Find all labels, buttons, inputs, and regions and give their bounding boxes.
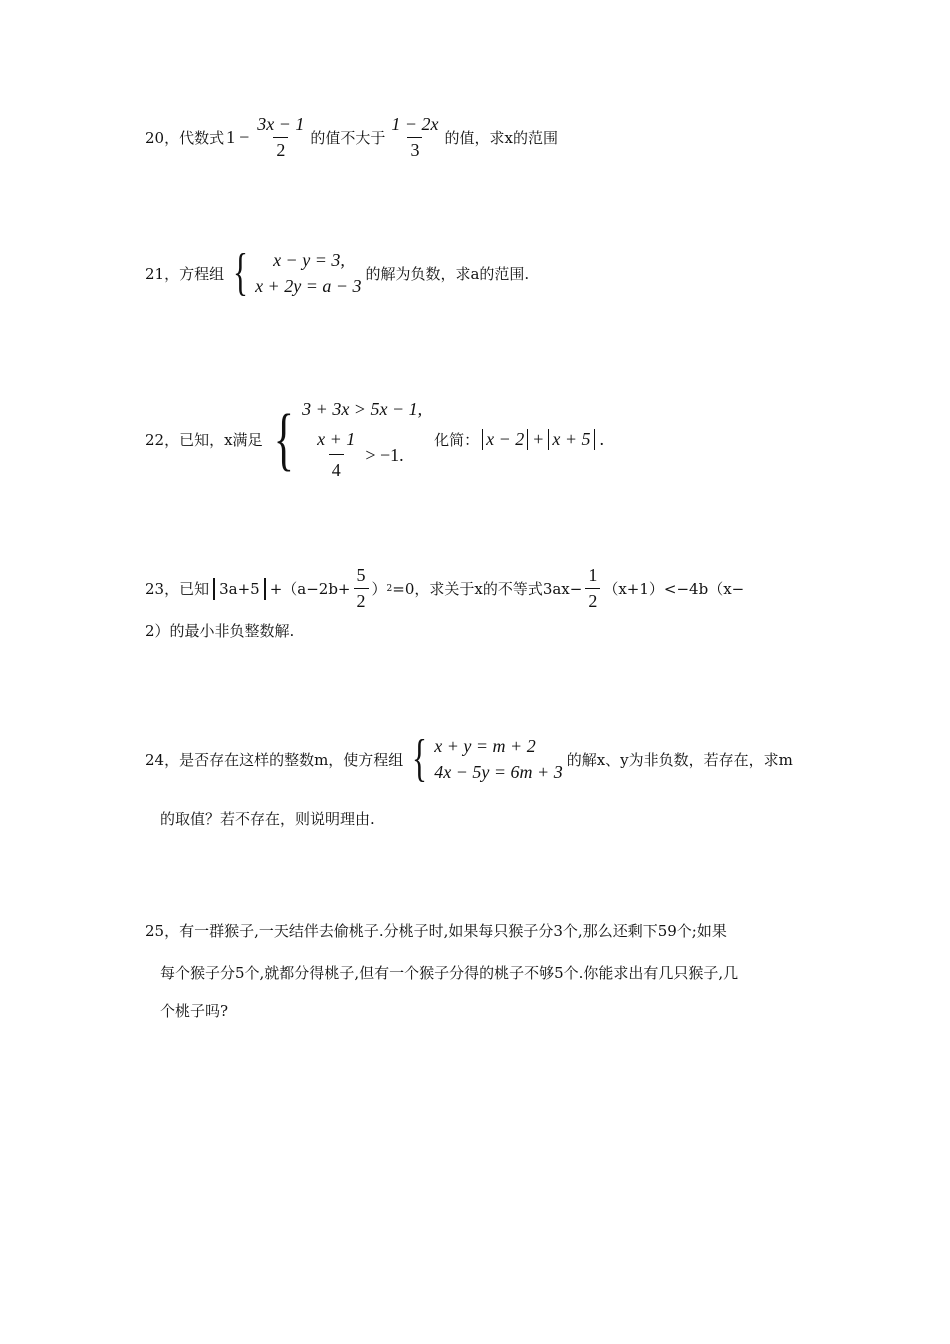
question-25-line-3 — [160, 1000, 228, 1021]
q23-part5: （x+1）<−4b（x− — [603, 580, 745, 598]
q23-fraction-1 — [354, 565, 369, 612]
q22-row2-denominator: 4 — [329, 454, 344, 483]
q23-frac1-numerator: 5 — [356, 565, 366, 585]
q24-equation-2: 4x − 5y = 6m + 3 — [434, 762, 563, 782]
q25-line3: 个桃子吗? — [160, 1002, 229, 1020]
q22-row2-fraction — [314, 426, 358, 483]
q20-mid-text: 的值不大于 — [310, 129, 386, 147]
q22-mid-text: 化简： — [434, 431, 480, 449]
abs-bar-right-icon — [264, 578, 266, 600]
q22-plus: + — [533, 429, 544, 449]
q24-equation-1: x + y = m + 2 — [434, 736, 536, 756]
q22-inequality-1: 3 + 3x > 5x − 1, — [302, 399, 423, 419]
q23-superscript: 2 — [386, 583, 393, 594]
q22-abs-1: x − 2 — [482, 429, 528, 450]
q22-dot: . — [599, 429, 605, 449]
q22-row2-numerator: x + 1 — [317, 429, 356, 449]
q20-suffix: 的值，求x的范围 — [444, 129, 559, 147]
question-24 — [145, 730, 793, 787]
q24-suffix: 的解x、y为非负数，若存在，求m — [566, 750, 793, 769]
q23-frac1-denominator: 2 — [354, 588, 369, 612]
q21-equation-system — [228, 244, 362, 301]
q23-frac2-denominator: 2 — [585, 588, 600, 612]
q24-line2: 的取值？若不存在，则说明理由. — [160, 810, 375, 828]
q20-frac1-numerator: 3x − 1 — [257, 114, 305, 134]
q22-brace-icon: { — [273, 400, 294, 478]
q24-equation-system — [407, 730, 563, 787]
q22-row2-tail: > −1. — [365, 444, 404, 465]
question-25-line-2 — [160, 962, 738, 983]
q21-prefix: 21，方程组 — [145, 264, 225, 283]
q25-line1: 25，有一群猴子,一天结伴去偷桃子.分桃子时,如果每只猴子分3个,那么还剩下59个;如果 — [145, 922, 727, 940]
q21-equation-1: x − y = 3, — [273, 250, 345, 270]
question-23-line-2 — [145, 620, 294, 641]
q20-fraction-1 — [254, 114, 307, 161]
question-25-line-1 — [145, 920, 727, 941]
q24-prefix: 24，是否存在这样的整数m，使方程组 — [145, 750, 404, 769]
q25-line2: 每个猴子分5个,就都分得桃子,但有一个猴子分得的桃子不够5个.你能求出有几只猴子,几 — [160, 964, 739, 982]
q23-part3: ） — [371, 580, 387, 598]
q23-prefix: 23，已知 — [145, 580, 210, 598]
q22-inequality-2 — [302, 426, 422, 483]
q20-minus: − — [239, 127, 250, 147]
q20-fraction-2 — [388, 114, 441, 161]
question-20 — [145, 114, 558, 161]
q23-frac2-numerator: 1 — [588, 565, 598, 585]
q23-line2: 2）的最小非负整数解. — [145, 622, 295, 640]
abs-bar-left-icon — [213, 578, 215, 600]
q20-frac2-numerator: 1 − 2x — [391, 114, 439, 134]
q23-part2: +（a−2b+ — [269, 580, 351, 598]
question-23 — [145, 565, 744, 612]
q20-prefix: 20，代数式 — [145, 129, 225, 147]
q20-frac2-denominator: 3 — [407, 137, 422, 161]
question-24-line-2 — [160, 808, 375, 829]
q22-inequality-system — [267, 396, 423, 483]
q21-suffix: 的解为负数，求a的范围. — [365, 264, 530, 283]
q21-equation-2: x + 2y = a − 3 — [255, 276, 362, 296]
q23-fraction-2 — [585, 565, 600, 612]
question-22 — [145, 396, 606, 483]
q20-one: 1 — [226, 127, 236, 147]
q24-brace-icon: { — [412, 730, 428, 787]
q22-prefix: 22，已知，x满足 — [145, 431, 263, 449]
q23-part4: =0，求关于x的不等式3ax− — [392, 580, 583, 598]
question-21 — [145, 244, 530, 301]
q21-brace-icon: { — [233, 244, 249, 301]
q22-abs-2: x + 5 — [548, 429, 594, 450]
q23-abs-content: 3a+5 — [219, 579, 260, 598]
q20-frac1-denominator: 2 — [273, 137, 288, 161]
